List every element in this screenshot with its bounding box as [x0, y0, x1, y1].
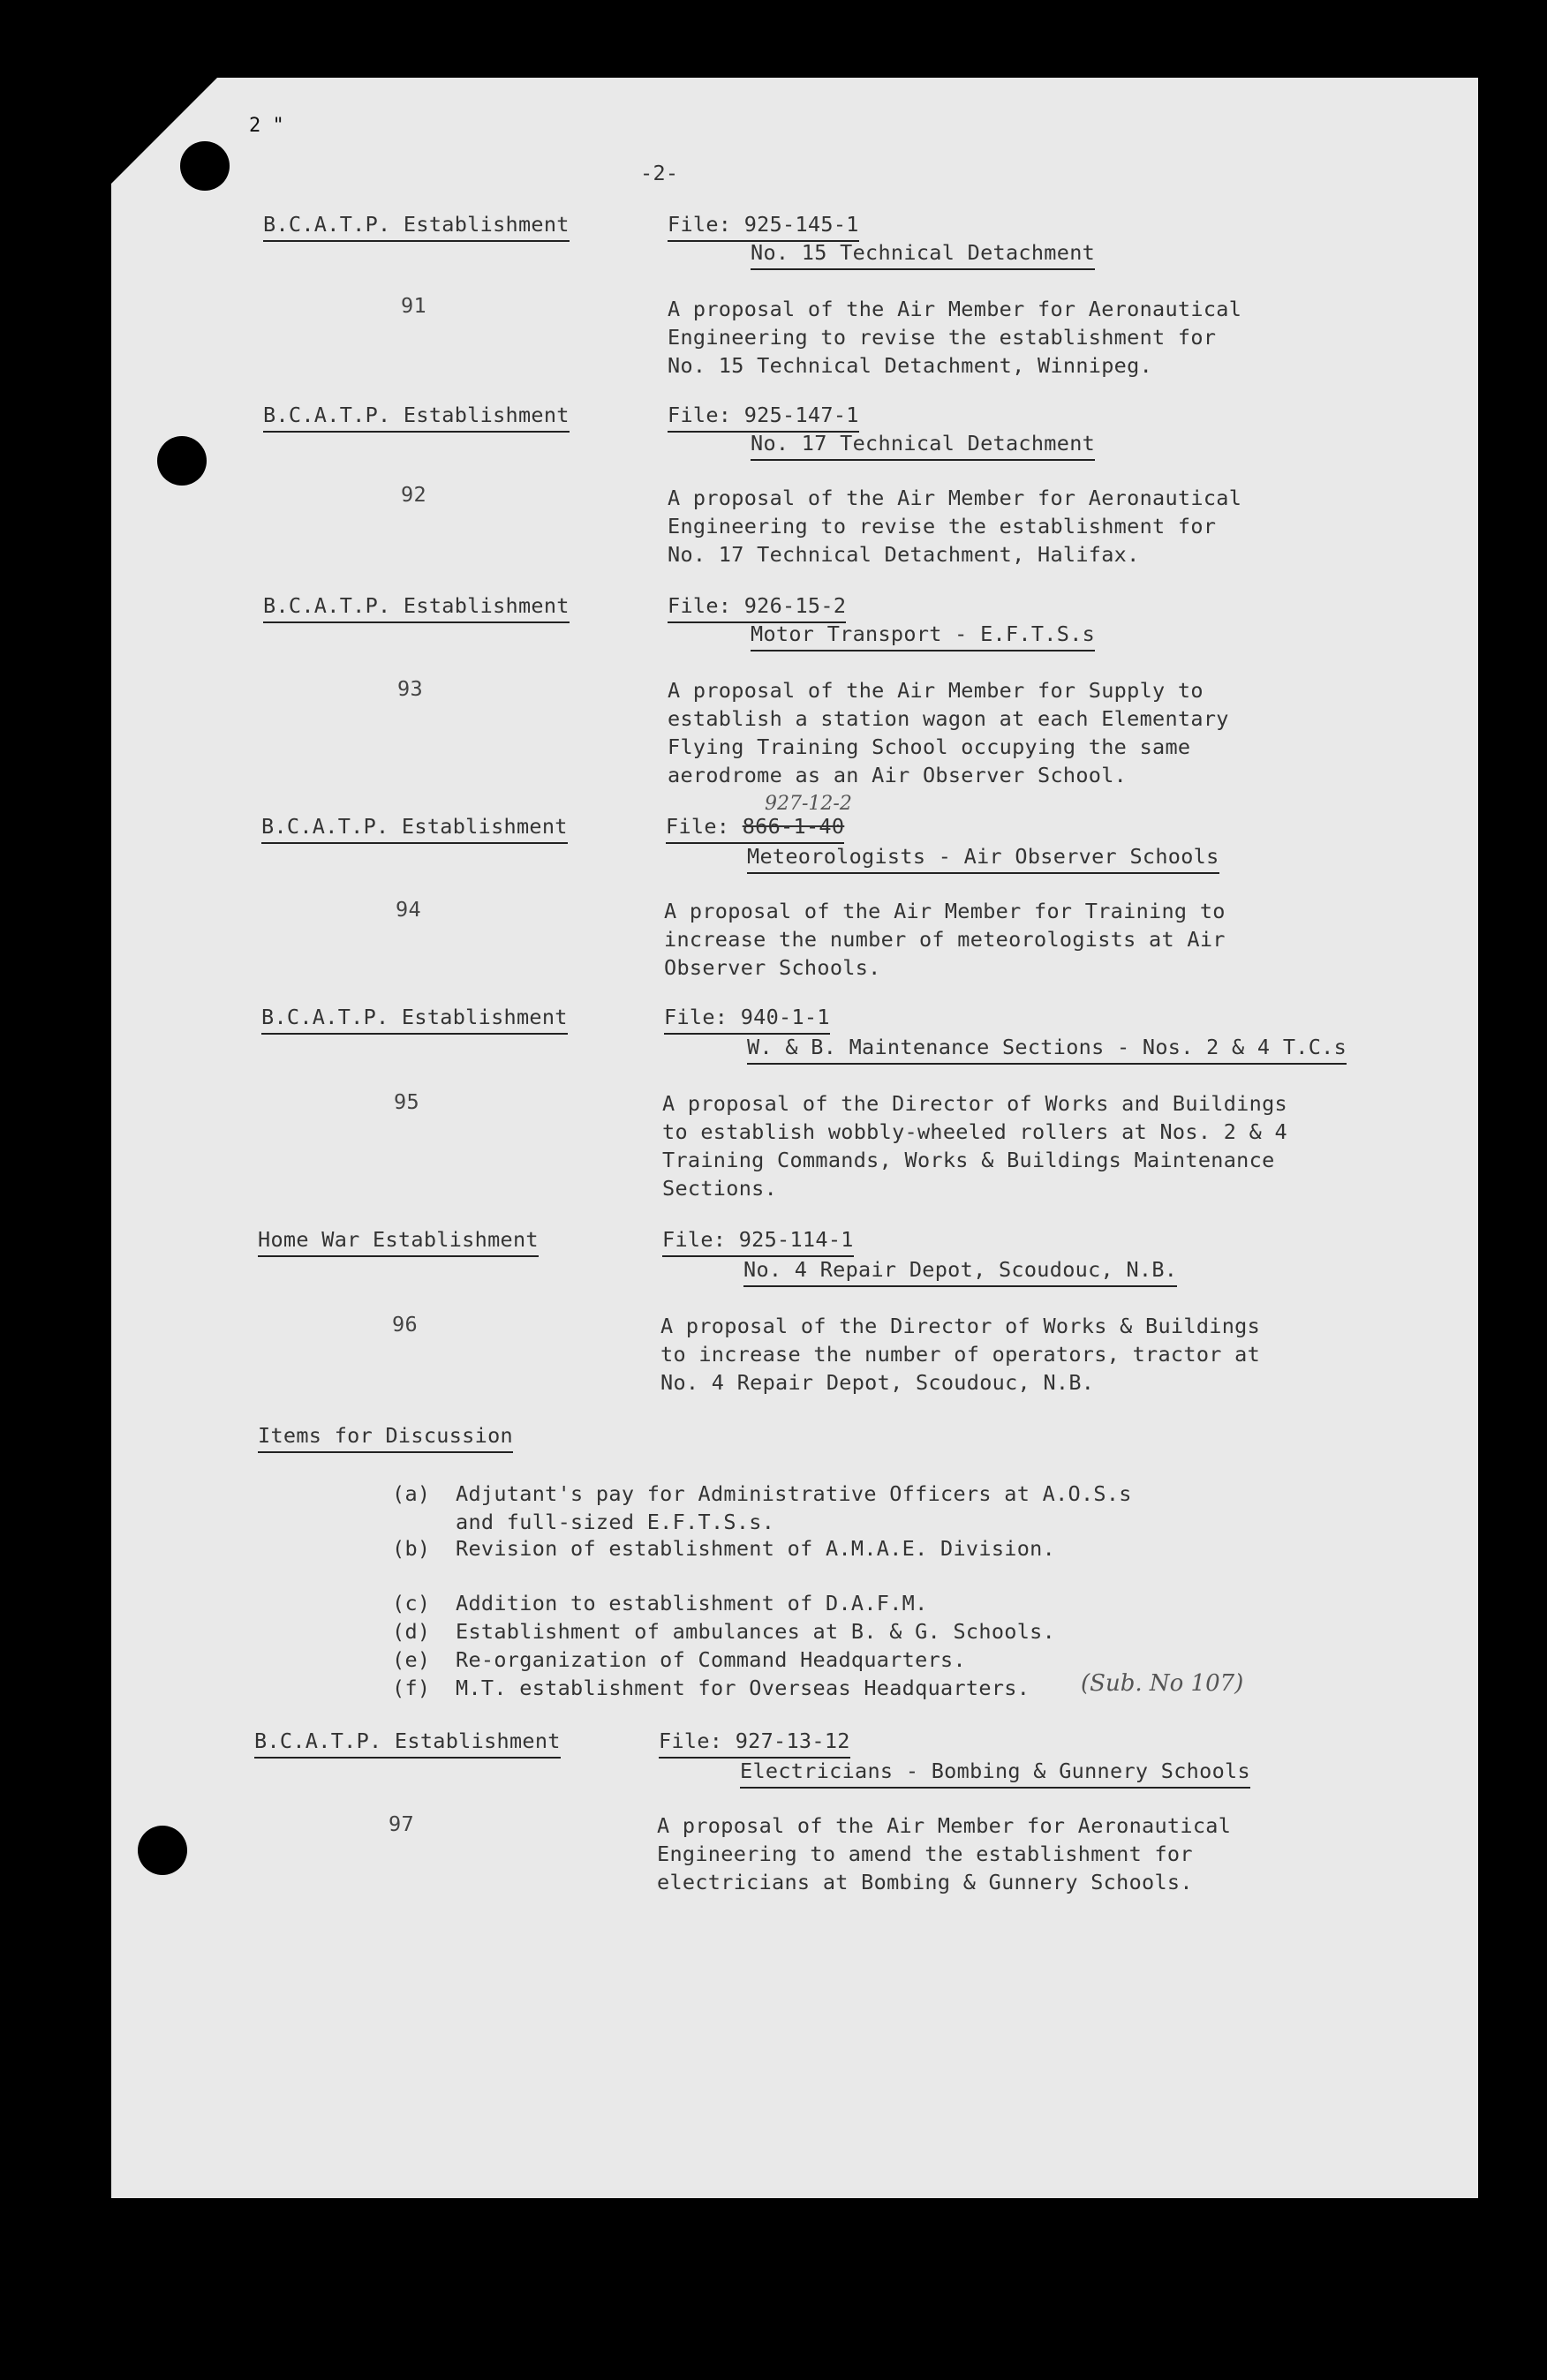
discussion-heading: Items for Discussion — [258, 1421, 513, 1453]
item-file: File: 925-145-1 — [668, 210, 859, 242]
discussion-label: (e) — [392, 1647, 431, 1672]
item-category: Home War Establishment — [258, 1225, 539, 1257]
item-subject: No. 4 Repair Depot, Scoudouc, N.B. — [743, 1255, 1177, 1287]
file-handwritten-number: 927-12-2 — [765, 793, 852, 815]
discussion-text: M.T. establishment for Overseas Headquarters. — [456, 1676, 1030, 1700]
discussion-text: Addition to establishment of D.A.F.M. — [456, 1591, 928, 1616]
item-description: A proposal of the Air Member for Aeronautical Engineering to amend the establishment for electricians at Bombing & Gunnery Schools. — [657, 1813, 1232, 1894]
item-description: A proposal of the Air Member for Aeronautical Engineering to revise the establishment for No. 15 Technical Detachment, Winnipeg. — [668, 297, 1242, 378]
item-number: 95 — [394, 1089, 419, 1114]
item-description: A proposal of the Director of Works and Buildings to establish wobbly-wheeled rollers at Nos. 2 & 4 Training Commands, Works & Buildings Maintenance Sections. — [662, 1091, 1287, 1201]
punch-hole-middle — [157, 436, 207, 486]
item-subject: Electricians - Bombing & Gunnery Schools — [740, 1757, 1250, 1789]
item-subject: Meteorologists - Air Observer Schools — [747, 842, 1219, 874]
item-category: B.C.A.T.P. Establishment — [261, 812, 568, 844]
corner-marks: 2 " — [249, 115, 284, 137]
item-category: B.C.A.T.P. Establishment — [263, 591, 570, 623]
item-number: 94 — [396, 897, 421, 922]
item-subject: No. 17 Technical Detachment — [751, 429, 1095, 461]
item-number: 97 — [389, 1811, 414, 1836]
discussion-label: (b) — [392, 1536, 431, 1561]
handwritten-note: (Sub. No 107) — [1081, 1670, 1244, 1697]
item-number: 91 — [401, 293, 426, 318]
page-number: -2- — [640, 161, 679, 185]
item-number: 92 — [401, 482, 426, 507]
item-file — [666, 812, 844, 844]
discussion-text: Revision of establishment of A.M.A.E. Division. — [456, 1536, 1056, 1561]
item-file: File: 926-15-2 — [668, 591, 846, 623]
item-file: File: 925-114-1 — [662, 1225, 854, 1257]
file-struck-number: 866-1-40 — [742, 814, 845, 839]
item-file: File: 925-147-1 — [668, 401, 859, 433]
item-description: A proposal of the Director of Works & Buildings to increase the number of operators, tractor at No. 4 Repair Depot, Scoudouc, N.B. — [660, 1314, 1261, 1395]
discussion-label: (c) — [392, 1591, 431, 1616]
discussion-text: Establishment of ambulances at B. & G. Schools. — [456, 1619, 1056, 1644]
item-subject: No. 15 Technical Detachment — [751, 238, 1095, 270]
discussion-label: (d) — [392, 1619, 431, 1644]
item-category: B.C.A.T.P. Establishment — [263, 210, 570, 242]
punch-hole-bottom — [138, 1826, 187, 1875]
item-subject: W. & B. Maintenance Sections - Nos. 2 & 4 T.C.s — [747, 1033, 1347, 1065]
punch-hole-top — [180, 141, 230, 191]
file-prefix: File: — [666, 814, 743, 839]
item-number: 96 — [392, 1312, 418, 1337]
item-number: 93 — [397, 676, 423, 701]
item-category: B.C.A.T.P. Establishment — [254, 1727, 561, 1759]
discussion-text: Adjutant's pay for Administrative Officers at A.O.S.s and full-sized E.F.T.S.s. — [456, 1481, 1132, 1534]
item-category: B.C.A.T.P. Establishment — [261, 1003, 568, 1035]
discussion-text: Re-organization of Command Headquarters. — [456, 1647, 966, 1672]
item-description: A proposal of the Air Member for Aeronautical Engineering to revise the establishment for No. 17 Technical Detachment, Halifax. — [668, 486, 1242, 567]
item-description: A proposal of the Air Member for Training to increase the number of meteorologists at Air Observer Schools. — [664, 899, 1226, 980]
discussion-label: (f) — [392, 1676, 431, 1700]
item-file: File: 927-13-12 — [659, 1727, 850, 1759]
item-subject: Motor Transport - E.F.T.S.s — [751, 620, 1095, 651]
item-file: File: 940-1-1 — [664, 1003, 830, 1035]
item-description: A proposal of the Air Member for Supply to establish a station wagon at each Elementary Flying Training School occupying the same aerodrome as an Air Observer School. — [668, 678, 1229, 787]
item-category: B.C.A.T.P. Establishment — [263, 401, 570, 433]
discussion-label: (a) — [392, 1481, 431, 1506]
